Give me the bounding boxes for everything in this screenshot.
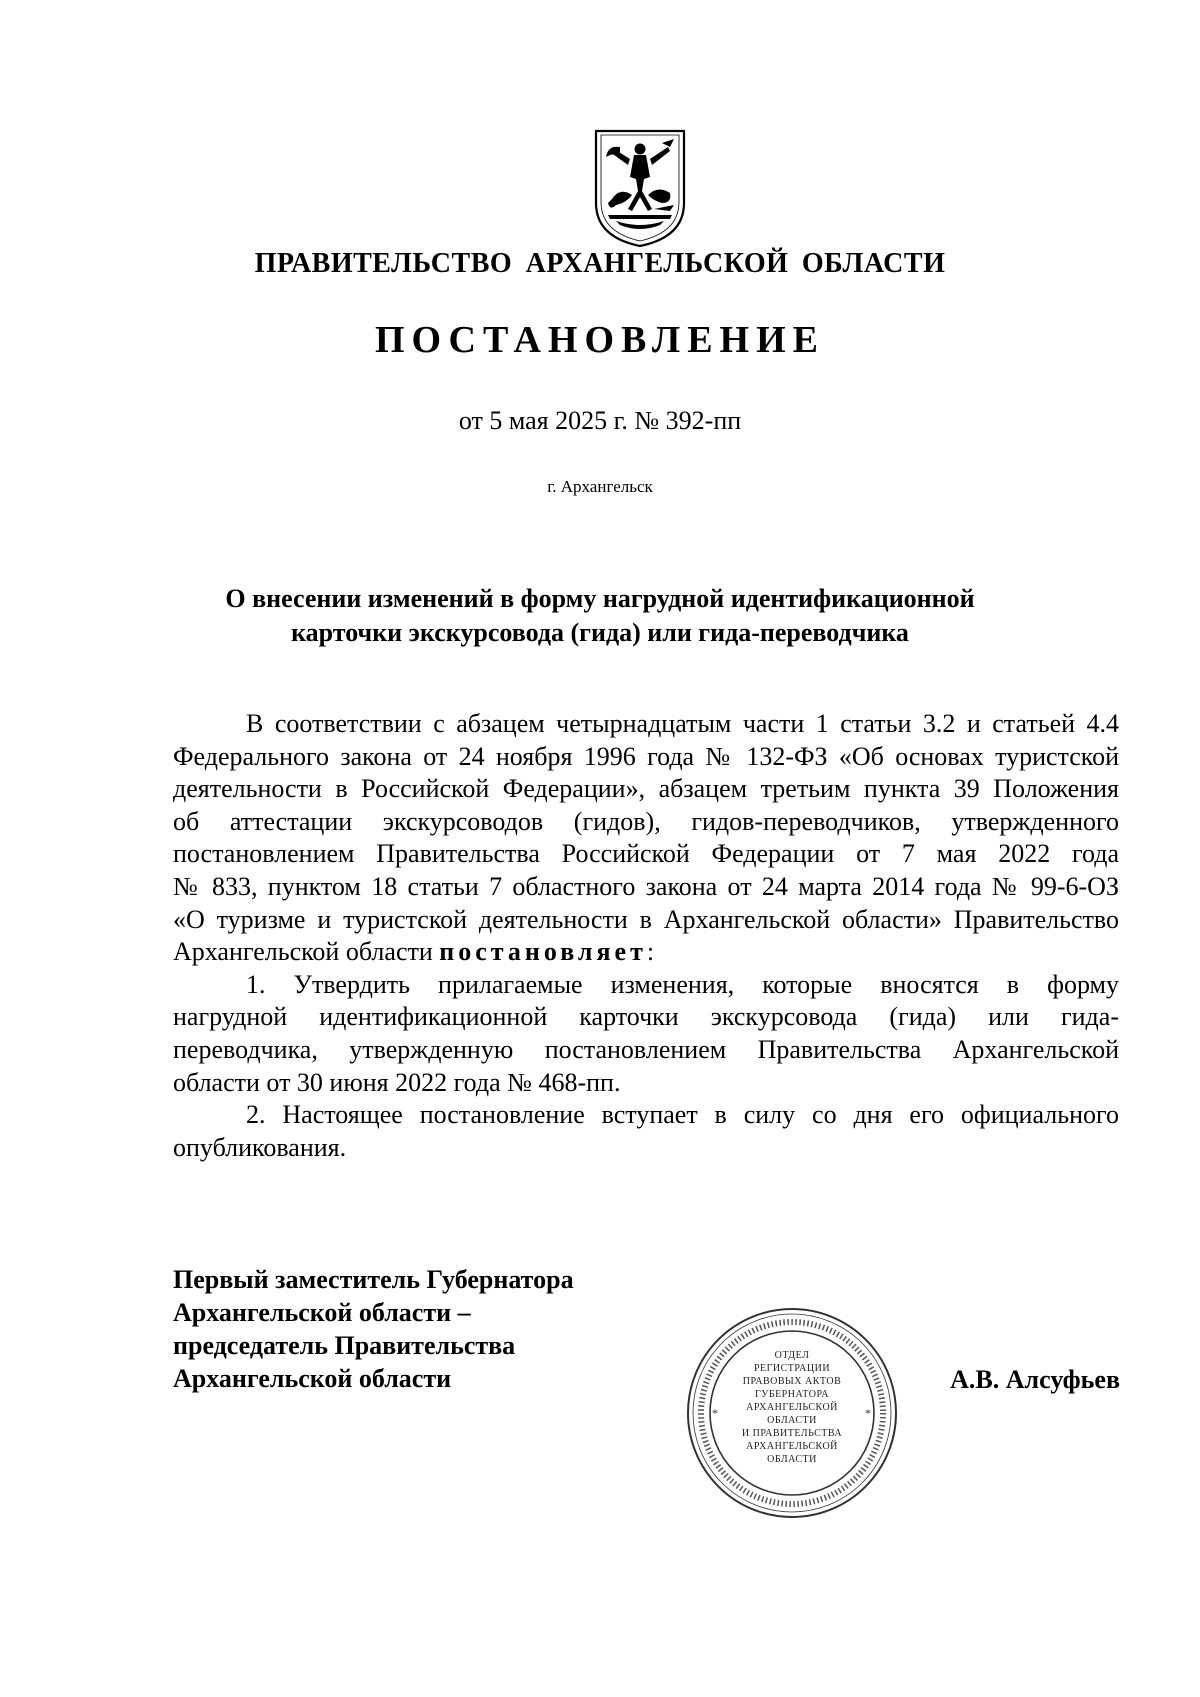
body-line: № 833, пунктом 18 статьи 7 областного закона от 24 марта 2014 года № 99-6-ОЗ [173,871,1119,901]
official-stamp [682,1303,902,1523]
title-line: О внесении изменений в форму нагрудной идентификационной [225,584,975,613]
stamp-line: ОБЛАСТИ [767,1454,817,1465]
stamp-line: ПРАВОВЫХ АКТОВ [742,1376,842,1387]
document-city: г. Архангельск [547,477,653,496]
body-line: В соответствии с абзацем четырнадцатым части 1 статьи 3.2 и статьей 4.4 [246,709,1119,738]
signatory-position [173,1263,574,1395]
body-line: деятельности в Российской Федерации», абзацем третьим пункта 39 Положения [173,774,1119,804]
body-line: постановлением Правительства Российской Федерации от 7 мая 2022 года [173,839,1119,869]
coat-of-arms-icon [590,125,690,250]
stamp-line: И ПРАВИТЕЛЬСТВА [741,1428,843,1439]
body-text: : [646,937,655,967]
document-type: ПОСТАНОВЛЕНИЕ [374,319,826,361]
body-text: Архангельской области [173,937,433,967]
document-date-number: от 5 мая 2025 г. № 392-пп [458,406,742,435]
stamp-line: ОБЛАСТИ [767,1415,817,1426]
body-line: 2. Настоящее постановление вступает в силу со дня его официального [246,1100,1119,1130]
body-line: переводчика, утвержденную постановлением Правительства Архангельской [173,1034,1119,1064]
body-line: области от 30 июня 2022 года № 468-пп. [173,1067,621,1097]
stamp-line: РЕГИСТРАЦИИ [753,1363,831,1374]
signatory-line: Первый заместитель Губернатора [173,1265,574,1294]
body-line: об аттестации экскурсоводов (гидов), гидов-переводчиков, утвержденного [173,806,1119,836]
signatory-line: председатель Правительства [173,1331,516,1360]
stamp-line: АРХАНГЕЛЬСКОЙ [746,1441,838,1452]
signatory-name: А.В. Алсуфьев [950,1365,1120,1394]
stamp-line: ГУБЕРНАТОРА [754,1389,830,1400]
stamp-line: АРХАНГЕЛЬСКОЙ [746,1402,838,1413]
document-title [0,582,1200,650]
title-line: карточки экскурсовода (гида) или гида-переводчика [291,618,909,647]
signatory-line: Архангельской области – [173,1298,471,1327]
document-body [173,708,1119,1164]
body-line: Федерального закона от 24 ноября 1996 года № 132-ФЗ «Об основах туристской [173,741,1119,771]
body-line: 1. Утвердить прилагаемые изменения, которые вносятся в форму [246,969,1119,999]
svg-text:*: * [865,1406,871,1420]
stamp-text [682,1349,902,1466]
body-line: нагрудной идентификационной карточки экскурсовода (гида) или гида- [173,1002,1119,1032]
body-line: «О туризме и туристской деятельности в Архангельской области» Правительство [173,904,1119,934]
stamp-line: ОТДЕЛ [774,1350,810,1361]
organization-name: ПРАВИТЕЛЬСТВО АРХАНГЕЛЬСКОЙ ОБЛАСТИ [254,248,946,279]
body-line [173,936,1119,969]
body-line: опубликования. [173,1132,347,1162]
signatory-line: Архангельской области [173,1364,452,1393]
svg-text:*: * [712,1406,718,1420]
resolves-word: постановляет [439,937,647,967]
